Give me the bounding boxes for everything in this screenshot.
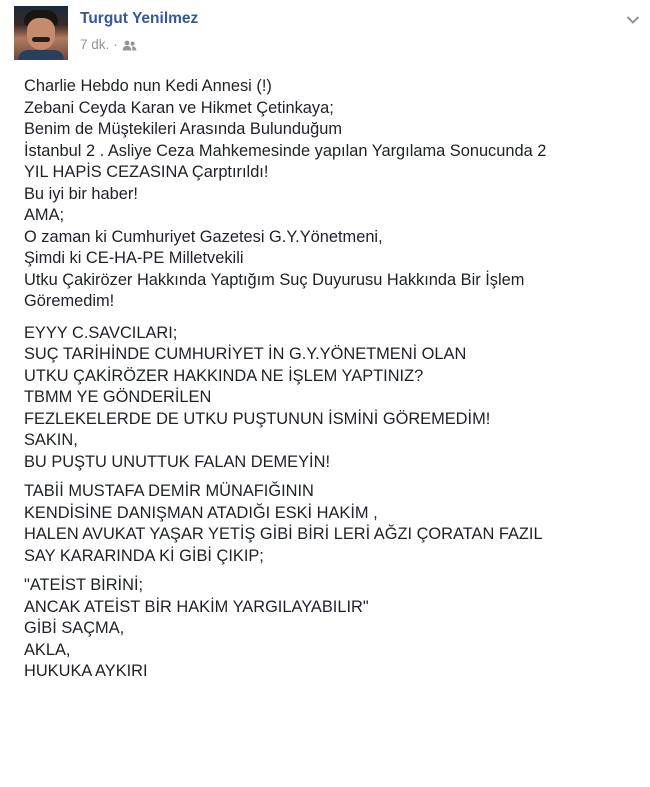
post-line: GİBİ SAÇMA, [24, 619, 125, 637]
post-paragraph-2 [24, 323, 636, 474]
post-paragraph-1 [24, 76, 636, 313]
avatar-mustache [32, 37, 50, 42]
post-line: "ATEİST BİRİNİ; [24, 576, 144, 594]
friends-icon[interactable] [122, 39, 137, 50]
chevron-down-icon[interactable] [626, 12, 640, 22]
post-line: HALEN AVUKAT YAŞAR YETİŞ GİBİ BİRİ LERİ AĞZI ÇORATAN FAZIL [24, 525, 543, 543]
post-line: Zebani Ceyda Karan ve Hikmet Çetinkaya; [24, 98, 334, 117]
post-line: AMA; [24, 206, 65, 224]
post-line: ANCAK ATEİST BİR HAKİM YARGILAYABILIR" [24, 597, 369, 616]
post-header [14, 6, 636, 62]
avatar-face [27, 18, 55, 50]
post-line: UTKU ÇAKİRÖZER HAKKINDA NE İŞLEM YAPTINIZ? [24, 366, 424, 385]
post-line: İstanbul 2 . Asliye Ceza Mahkemesinde yapılan Yargılama Sonucunda 2 [24, 141, 547, 160]
post-line: TABİİ MUSTAFA DEMİR MÜNAFIĞININ [24, 482, 314, 500]
post-line: Charlie Hebdo nun Kedi Annesi (!) [24, 77, 272, 95]
post-line: EYYY C.SAVCILARI; [24, 323, 178, 342]
meta-separator: · [113, 37, 118, 52]
avatar[interactable] [14, 6, 68, 60]
post-line: BU PUŞTU UNUTTUK FALAN DEMEYİN! [24, 452, 330, 471]
post-line: O zaman ki Cumhuriyet Gazetesi G.Y.Yönetmeni, [24, 227, 383, 246]
avatar-shirt [18, 50, 64, 60]
post-line: Şimdi ki CE-HA-PE Milletvekili [24, 249, 244, 267]
post-paragraph-4 [24, 575, 636, 683]
post-meta [80, 37, 137, 52]
post-line: Göremedim! [24, 292, 115, 310]
post-line: Benim de Müştekileri Arasında Bulunduğum [24, 120, 342, 138]
author-name[interactable]: Turgut Yenilmez [80, 10, 199, 27]
post-line: Bu iyi bir haber! [24, 184, 138, 203]
post-line: FEZLEKELERDE DE UTKU PUŞTUNUN İSMİNİ GÖREMEDİM! [24, 409, 491, 428]
post-line: AKLA, [24, 640, 71, 659]
post-timestamp[interactable]: 7 dk. [80, 37, 110, 52]
post-line: TBMM YE GÖNDERİLEN [24, 388, 212, 406]
post-line: KENDİSİNE DANIŞMAN ATADIĞI ESKİ HAKİM , [24, 503, 378, 522]
post-line: YIL HAPİS CEZASINA Çarptırıldı! [24, 163, 269, 181]
post-paragraph-3 [24, 481, 636, 567]
post-line: HUKUKA AYKIRI [24, 662, 148, 680]
post-line: Utku Çakirözer Hakkında Yaptığım Suç Duyurusu Hakkında Bir İşlem [24, 270, 525, 289]
post-body [24, 76, 636, 687]
post-line: SAKIN, [24, 431, 78, 449]
post-line: SAY KARARINDA Kİ GİBİ ÇIKIP; [24, 546, 264, 565]
post-line: SUÇ TARİHİNDE CUMHURİYET İN G.Y.YÖNETMENİ OLAN [24, 345, 467, 363]
